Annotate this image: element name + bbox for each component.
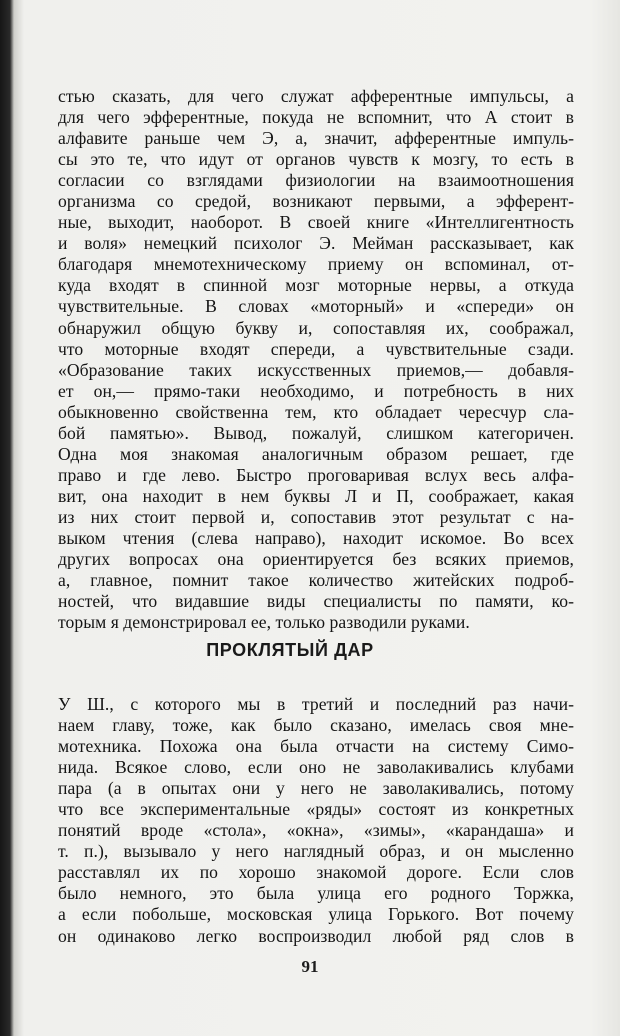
text-line: мотехника. Похожа она была отчасти на систему Симо- [58,736,574,757]
text-line: У Ш., с которого мы в третий и последний раз начи- [58,694,574,714]
text-line: ет он,— прямо-таки необходимо, и потребность в них [58,380,574,401]
text-line: согласии со взглядами физиологии на взаимоотношения [58,170,574,191]
section-heading: ПРОКЛЯТЫЙ ДАР [206,640,374,660]
text-line: и воля» немецкий психолог Э. Мейман рассказывает, как [58,233,574,254]
text-line: расставлял их по хорошо знакомой дороге. Если слов [58,862,574,883]
text-line: наем главу, тоже, как было сказано, имелась своя мне- [58,715,574,736]
text-line: понятий вроде «стола», «окна», «зимы», «карандаша» и [58,820,574,841]
text-line: выком чтения (слева направо), находит искомое. Во всех [58,527,574,548]
text-line: чувствительные. В словах «моторный» и «спереди» он [58,296,574,317]
text-line: а если побольше, московская улица Горького. Вот почему [58,904,574,925]
text-line: ные, выходит, наоборот. В своей книге «Интеллигентность [58,212,574,233]
text-line: сы это те, что идут от органов чувств к мозгу, то есть в [58,149,574,170]
text-line: других вопросах она ориентируется без всяких приемов, [58,549,574,570]
text-line: организма со средой, возникают первыми, а эфферент- [58,191,574,212]
text-line: а, главное, помнит такое количество житейских подроб- [58,570,574,591]
text-line: алфавите раньше чем Э, а, значит, афферентные импуль- [58,128,574,149]
text-line: право и где лево. Быстро проговаривая вслух весь алфа- [58,464,574,485]
text-line: для чего эфферентные, покуда не вспомнит, что А стоит в [58,107,574,128]
text-line: ностей, что видавшие виды специалисты по памяти, ко- [58,591,574,612]
text-line: пара (а в опытах они у него не заволакивались, потому [58,778,574,799]
text-line: Одна моя знакомая аналогичным образом решает, где [58,443,574,464]
text-line: было немного, это была улица его родного Торжка, [58,883,574,904]
text-line: из них стоит первой и, сопоставив этот результат с на- [58,506,574,527]
text-line: благодаря мнемотехническому приему он вспоминал, от- [58,254,574,275]
paragraph-continued [58,86,574,633]
text-line: куда входят в спинной мозг моторные нервы, а откуда [58,275,574,296]
text-line: обнаружил общую букву и, сопоставляя их, соображал, [58,317,574,338]
page-number: 91 [301,957,319,976]
text-line: обыкновенно свойственна тем, кто обладает чересчур сла- [58,401,574,422]
text-line: т. п.), вызывало у него наглядный образ, и он мысленно [58,841,574,862]
text-line: вит, она находит в нем буквы Л и П, соображает, какая [58,485,574,506]
text-line: что моторные входят спереди, а чувствительные сзади. [58,338,574,359]
text-line: что все экспериментальные «ряды» состоят из конкретных [58,799,574,820]
text-line: «Образование таких искусственных приемов,— добавля- [58,359,574,380]
text-line: стью сказать, для чего служат афферентные импульсы, а [58,86,574,106]
text-line: он одинаково легко воспроизводил любой ряд слов в [58,925,574,946]
text-line: бой памятью». Вывод, пожалуй, слишком категоричен. [58,422,574,443]
paragraph-section-start [58,694,574,947]
text-line: нида. Всякое слово, если оно не заволакивались клубами [58,757,574,778]
text-line: торым я демонстрировал ее, только разводили руками. [58,612,470,633]
